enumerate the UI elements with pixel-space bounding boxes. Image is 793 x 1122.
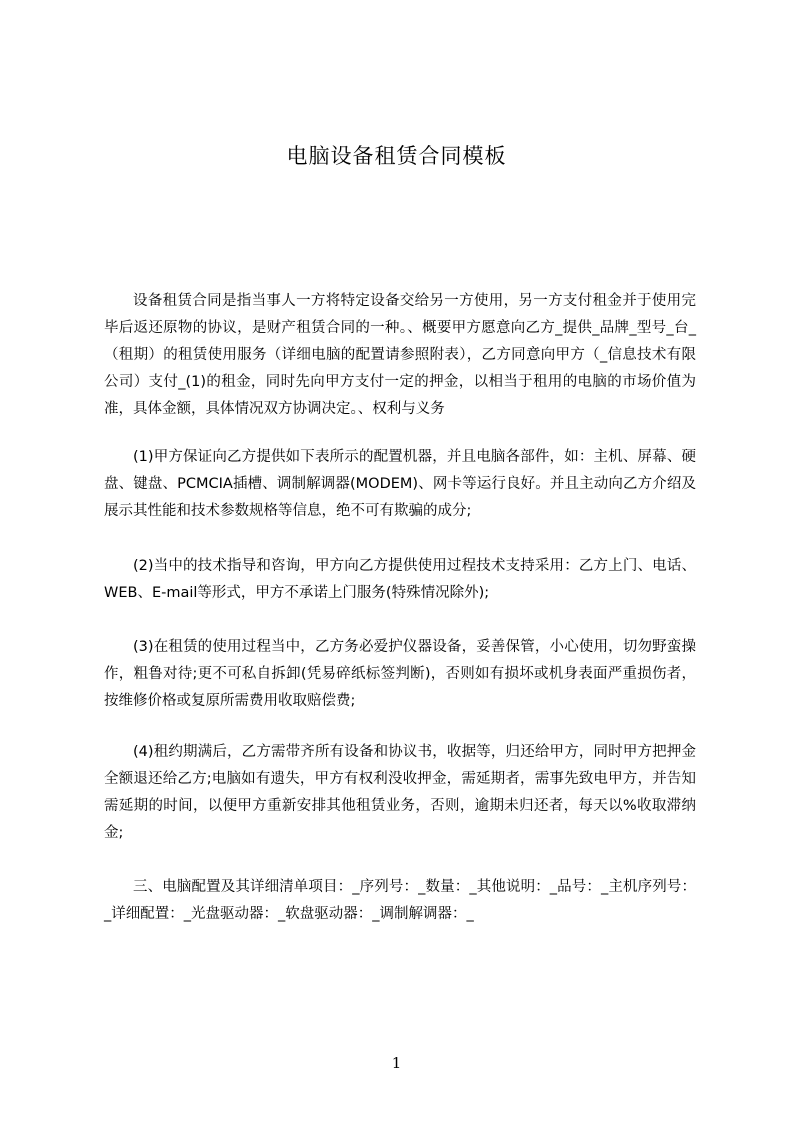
page-number: 1 [391, 1054, 402, 1072]
paragraph-intro: 设备租赁合同是指当事人一方将特定设备交给另一方使用，另一方支付租金并于使用完毕后返还原物的协议，是财产租赁合同的一种。、概要甲方愿意向乙方_提供_品牌_型号_台_（租期）的租赁使用服务（详细电脑的配置请参照附表），乙方同意向甲方（_信息技术有限公司）支付_(1)的租金，同时先向甲方支付一定的押金，以相当于租用的电脑的市场价值为准，具体金额，具体情况双方协调决定。、权利与义务 [104, 293, 696, 417]
paragraph-clause-2: (2)当中的技术指导和咨询，甲方向乙方提供使用过程技术支持采用：乙方上门、电话、WEB、E-mail等形式，甲方不承诺上门服务(特殊情况除外); [104, 558, 696, 601]
paragraph-clause-1: (1)甲方保证向乙方提供如下表所示的配置机器，并且电脑各部件，如：主机、屏幕、硬盘、键盘、PCMCIA插槽、调制解调器(MODEM)、网卡等运行良好。并且主动向乙方介绍及展示其性能和技术参数规格等信息，绝不可有欺骗的成分; [104, 449, 696, 519]
page-title: 电脑设备租赁合同模板 [286, 144, 507, 168]
paragraph-clause-3: (3)在租赁的使用过程当中，乙方务必爱护仪器设备，妥善保管，小心使用，切勿野蛮操作，粗鲁对待;更不可私自拆卸(凭易碎纸标签判断)，否则如有损坏或机身表面严重损伤者，按维修价格或复原所需费用收取赔偿费; [104, 639, 696, 709]
paragraph-section-3: 三、电脑配置及其详细清单项目：_序列号：_数量：_其他说明：_品号：_主机序列号：_详细配置：_光盘驱动器：_软盘驱动器：_调制解调器：_ [104, 879, 696, 922]
paragraph-clause-4: (4)租约期满后，乙方需带齐所有设备和协议书，收据等，归还给甲方，同时甲方把押金全额退还给乙方;电脑如有遗失，甲方有权利没收押金，需延期者，需事先致电甲方，并告知需延期的时间，以便甲方重新安排其他租赁业务，否则，逾期未归还者，每天以%收取滞纳金; [104, 744, 696, 841]
